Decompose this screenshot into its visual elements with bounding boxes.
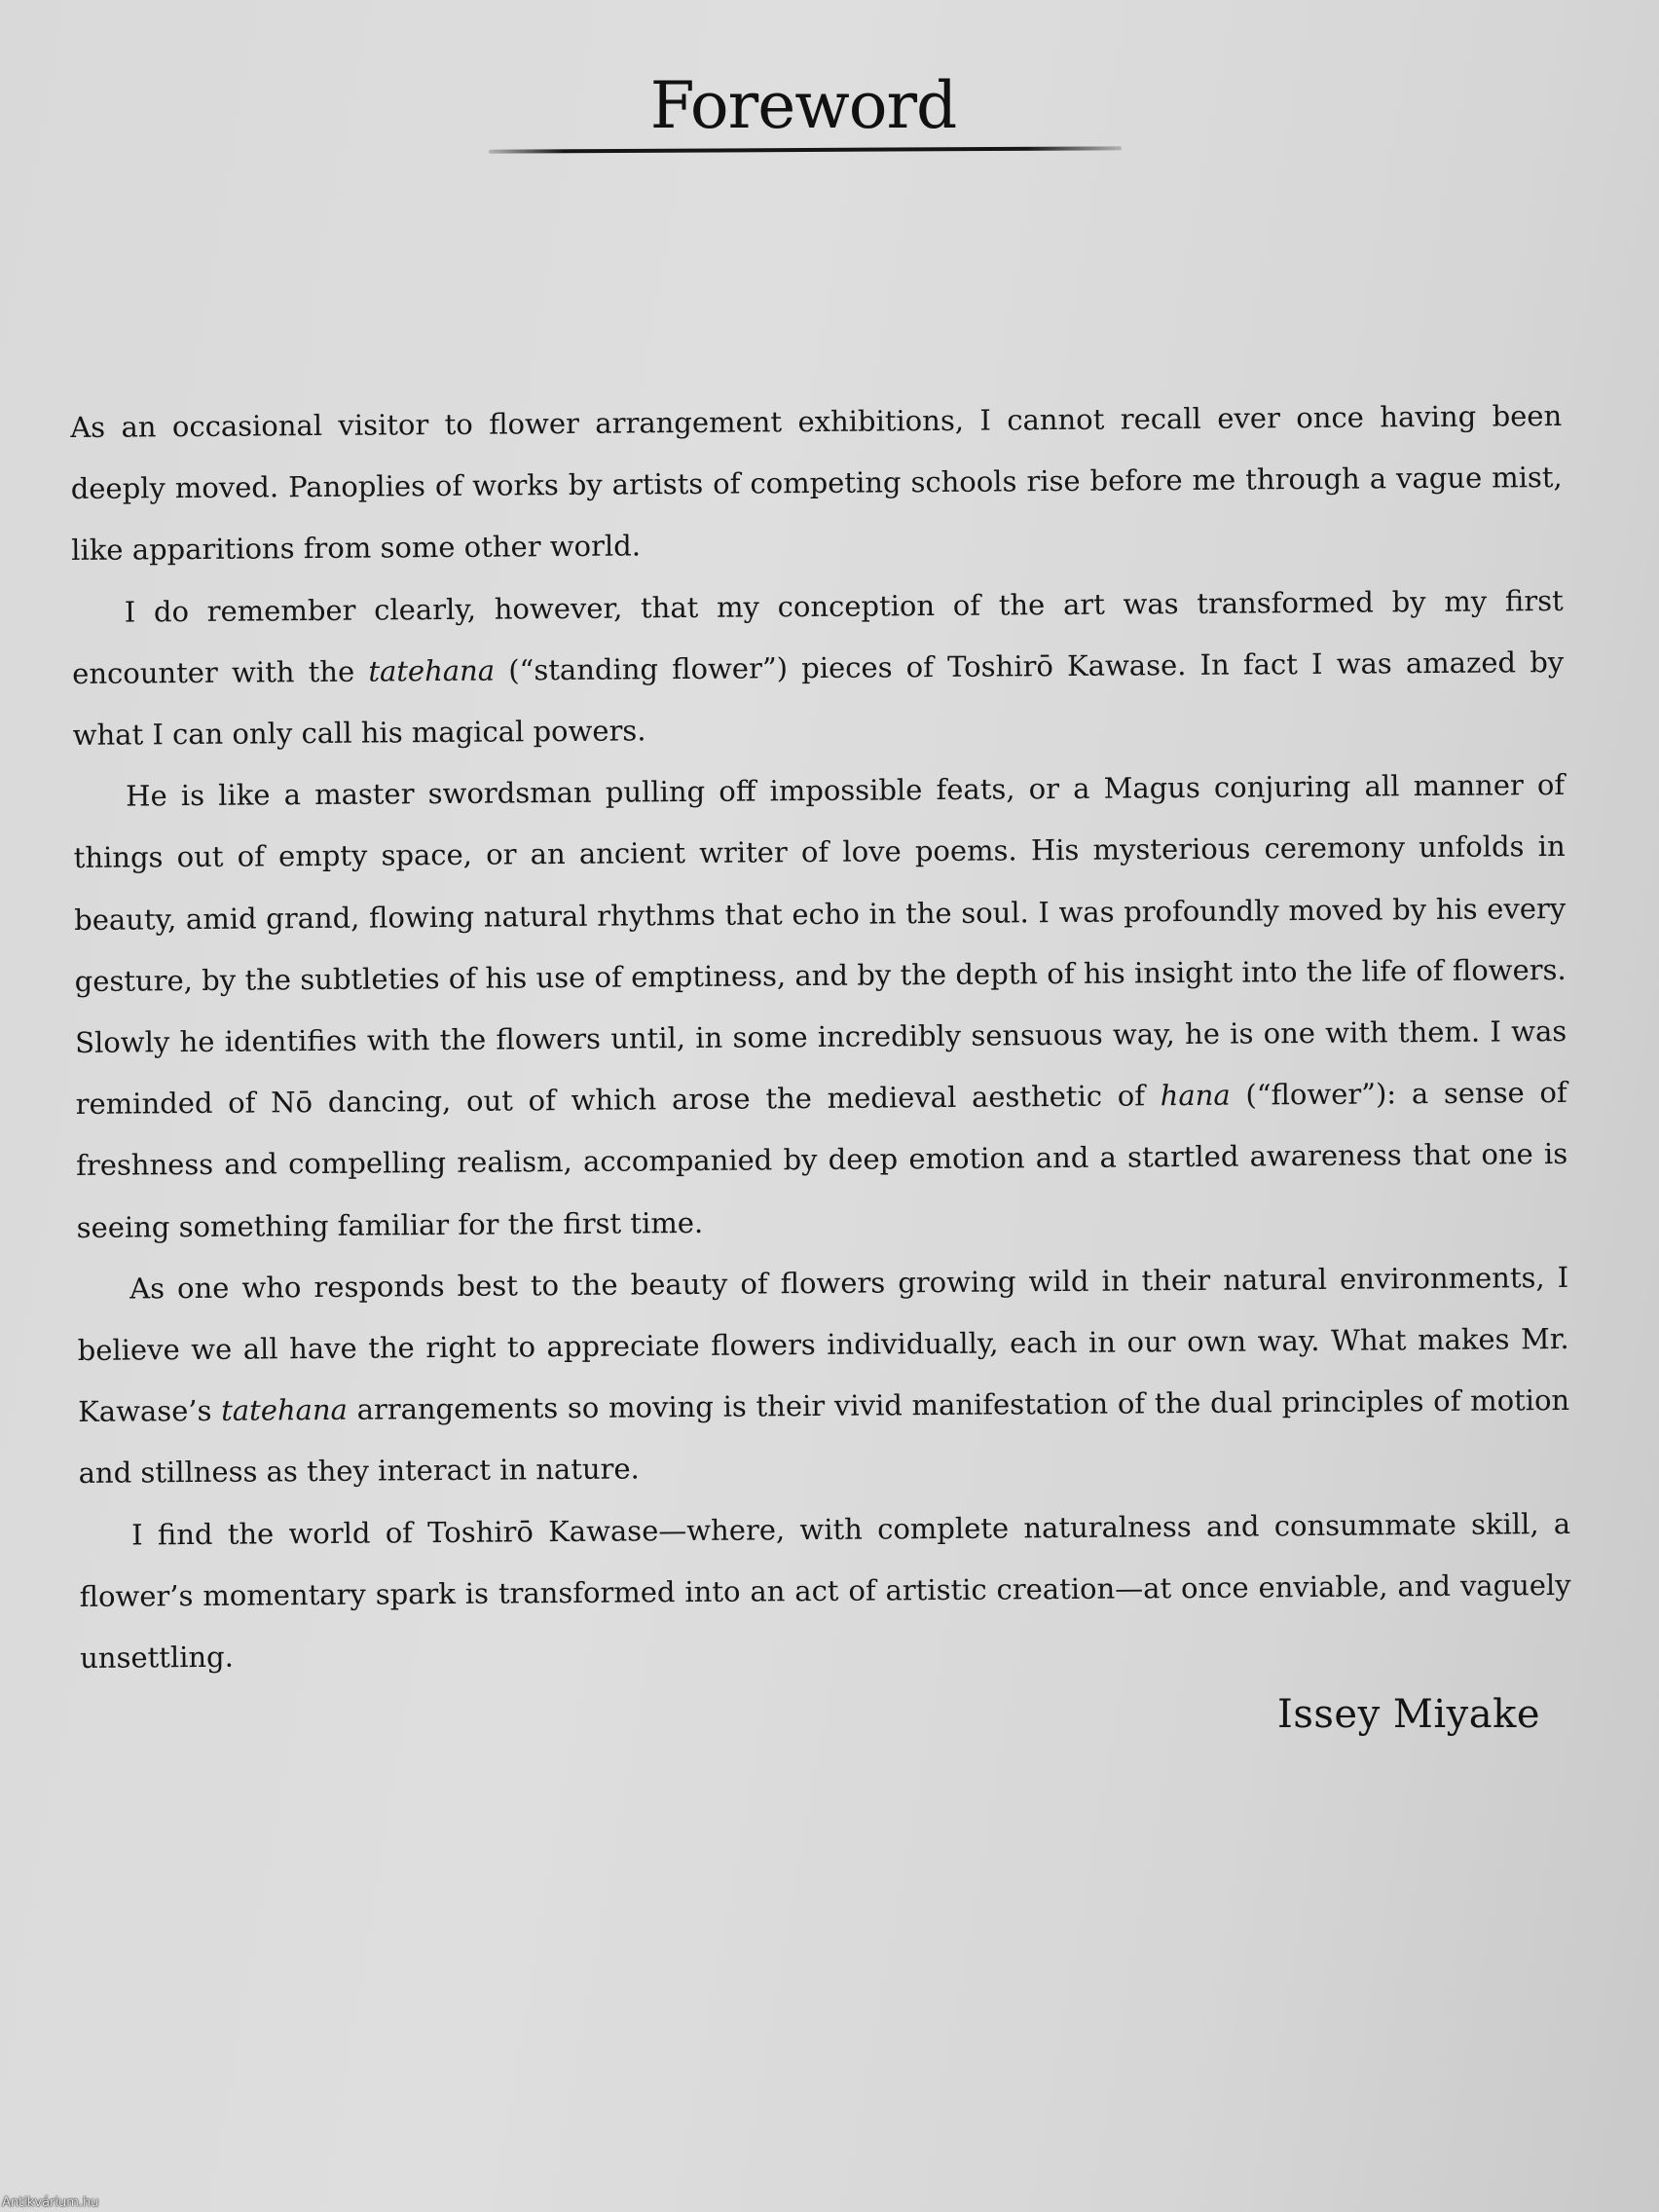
paragraph-4-italic-term: tatehana (221, 1393, 348, 1428)
paragraph-4-text-a: As one who responds best to the beauty of flowers growing wild in their natural environments, I believe we all have the right to appreciate flowers individually, each in our own way. What makes Mr. Kawase’s (77, 1260, 1569, 1429)
paragraph-5-text: I find the world of Toshirō Kawase—where, with complete naturalness and consummate skill, a flower’s momentary spark is transformed into an act of artistic creation—at once enviable, and vaguely unsettling. (79, 1506, 1571, 1676)
paragraph-2-text-a: I do remember clearly, however, that my conception of the art was transformed by my first encounter with the (72, 583, 1564, 690)
paragraph-2-text-b: (“standing flower”) pieces of Toshirō Kawase. In fact I was amazed by what I can only call his magical powers. (72, 645, 1565, 753)
paragraph-1-text: As an occasional visitor to flower arrangement exhibitions, I cannot recall ever once having been deeply moved. Panoplies of works by artists of competing schools rise before me through a vague mist, like apparitions from some other world. (70, 398, 1563, 568)
paragraph-3 (73, 755, 1568, 1259)
paragraph-3-text-b: (“flower”): a sense of freshness and compelling realism, accompanied by deep emotion and a startled awareness that one is seeing something familiar for the first time. (76, 1076, 1568, 1244)
author-signature: Issey Miyake (1277, 1692, 1540, 1737)
foreword-body (70, 386, 1571, 1689)
page-title: Foreword (649, 68, 957, 143)
paragraph-2 (71, 571, 1564, 767)
paragraph-3-italic-term: hana (1160, 1078, 1231, 1113)
paragraph-4-text-b: arrangements so moving is their vivid manifestation of the dual principles of motion and stillness as they interact in nature. (78, 1383, 1570, 1491)
watermark: Antikvárium.hu (2, 2195, 99, 2210)
title-underline (489, 146, 1122, 153)
paragraph-1 (70, 386, 1563, 582)
paragraph-4 (77, 1247, 1570, 1505)
paragraph-5 (79, 1493, 1571, 1690)
paragraph-3-text-a: He is like a master swordsman pulling off impossible feats, or a Magus conjuring all manner of things out of empty space, or an ancient writer of love poems. His mysterious ceremony unfolds in beauty, amid grand, flowing natural rhythms that echo in the soul. I was profoundly moved by his every gesture, by the subtleties of his use of emptiness, and by the depth of his insight into the life of flowers. Slowly he identifies with the flowers until, in some incredibly sensuous way, he is one with them. I was reminded of Nō dancing, out of which arose the medieval aesthetic of (73, 768, 1567, 1122)
paragraph-2-italic-term: tatehana (368, 653, 496, 688)
